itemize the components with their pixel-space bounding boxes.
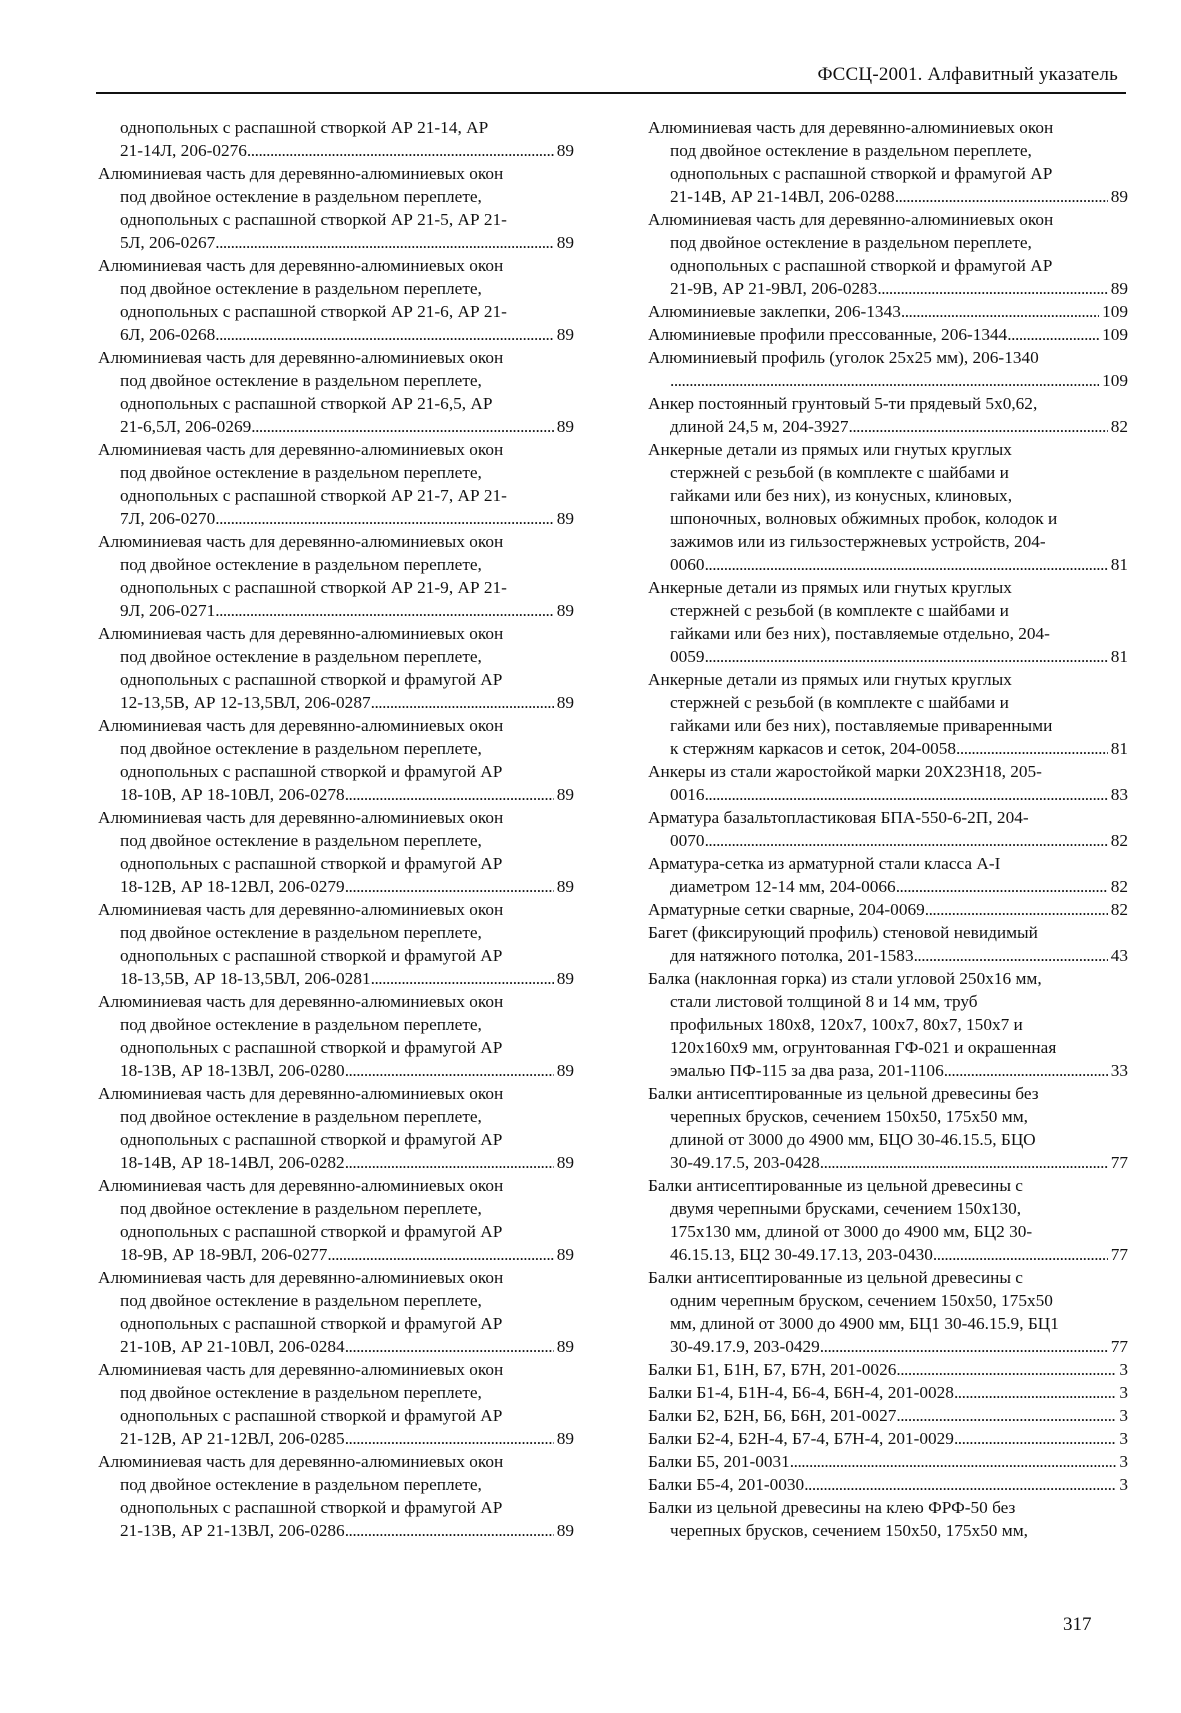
entry-line: под двойное остекление в раздельном переплете, <box>120 1015 482 1034</box>
entry-line: Анкерные детали из прямых или гнутых круглых <box>648 670 1012 689</box>
entry-last-line <box>648 944 1128 967</box>
index-entry <box>98 714 574 806</box>
index-entry <box>648 116 1128 208</box>
dot-leader <box>820 1335 1108 1358</box>
entry-last-line <box>648 323 1128 346</box>
dot-leader <box>327 1243 553 1266</box>
entry-line: Алюминиевая часть для деревянно-алюминиевых окон <box>98 1268 504 1287</box>
dot-leader <box>956 737 1108 760</box>
index-entry <box>98 1450 574 1542</box>
index-entry <box>648 1404 1128 1427</box>
entry-page-number: 81 <box>1110 739 1128 758</box>
entry-text: эмалью ПФ-115 за два раза, 201-1106 <box>670 1061 944 1080</box>
index-entry <box>648 300 1128 323</box>
entry-page-number: 89 <box>556 1521 574 1540</box>
entry-line: гайками или без них), из конусных, клиновых, <box>670 486 1013 505</box>
entry-line: Алюминиевая часть для деревянно-алюминиевых окон <box>98 532 504 551</box>
entry-line: однопольных с распашной створкой АР 21-6,5, АР <box>120 394 493 413</box>
entry-last-line <box>648 829 1128 852</box>
index-entry <box>648 1473 1128 1496</box>
entry-text: 0059 <box>670 647 705 666</box>
dot-leader <box>345 1335 554 1358</box>
dot-leader <box>914 944 1108 967</box>
entry-text: 12-13,5В, АР 12-13,5ВЛ, 206-0287 <box>120 693 371 712</box>
entry-line: Анкерные детали из прямых или гнутых круглых <box>648 440 1012 459</box>
entry-line: Арматура-сетка из арматурной стали класса А-I <box>648 854 1001 873</box>
dot-leader <box>345 1151 554 1174</box>
entry-last-line <box>648 783 1128 806</box>
entry-last-line <box>648 185 1128 208</box>
entry-last-line <box>648 1404 1128 1427</box>
index-entry <box>98 1358 574 1450</box>
entry-last-line <box>648 1427 1128 1450</box>
entry-line: Анкер постоянный грунтовый 5-ти прядевый 5х0,62, <box>648 394 1038 413</box>
index-entry <box>648 967 1128 1082</box>
entry-last-line <box>98 875 574 898</box>
index-entry <box>648 921 1128 967</box>
entry-line: стержней с резьбой (в комплекте с шайбами и <box>670 693 1009 712</box>
index-entry <box>648 1358 1128 1381</box>
entry-page-number: 89 <box>556 601 574 620</box>
entry-line: под двойное остекление в раздельном переплете, <box>120 371 482 390</box>
entry-line: двумя черепными брусками, сечением 150х130, <box>670 1199 1022 1218</box>
entry-line: Балки антисептированные из цельной древесины без <box>648 1084 1039 1103</box>
entry-last-line <box>98 1059 574 1082</box>
entry-page-number: 43 <box>1110 946 1128 965</box>
dot-leader <box>371 967 554 990</box>
index-entry <box>648 208 1128 300</box>
entry-line: однопольных с распашной створкой и фрамугой АР <box>670 256 1053 275</box>
entry-page-number: 89 <box>1110 279 1128 298</box>
index-entry <box>98 1082 574 1174</box>
entry-line: Алюминиевая часть для деревянно-алюминиевых окон <box>98 348 504 367</box>
entry-line: Алюминиевая часть для деревянно-алюминиевых окон <box>98 992 504 1011</box>
entry-last-line <box>648 1473 1128 1496</box>
index-entry <box>98 990 574 1082</box>
entry-last-line <box>98 967 574 990</box>
entry-text: 18-10В, АР 18-10ВЛ, 206-0278 <box>120 785 345 804</box>
index-entry <box>648 668 1128 760</box>
entry-last-line <box>98 691 574 714</box>
entry-line: однопольных с распашной створкой и фрамугой АР <box>120 1222 503 1241</box>
entry-line: однопольных с распашной створкой АР 21-5, АР 21- <box>120 210 507 229</box>
entry-line: Балки из цельной древесины на клею ФРФ-50 без <box>648 1498 1016 1517</box>
entry-text: 21-6,5Л, 206-0269 <box>120 417 252 436</box>
dot-leader <box>371 691 554 714</box>
entry-page-number: 89 <box>556 233 574 252</box>
entry-last-line <box>648 277 1128 300</box>
left-index-column <box>98 116 574 1542</box>
index-entry <box>648 1266 1128 1358</box>
entry-last-line <box>648 300 1128 323</box>
dot-leader <box>896 1404 1116 1427</box>
entry-text: Балки Б5, 201-0031 <box>648 1452 790 1471</box>
entry-text: для натяжного потолка, 201-1583 <box>670 946 914 965</box>
entry-page-number: 89 <box>556 1429 574 1448</box>
entry-text: 21-10В, АР 21-10ВЛ, 206-0284 <box>120 1337 345 1356</box>
header-title: ФССЦ-2001. Алфавитный указатель <box>817 64 1118 85</box>
entry-page-number: 77 <box>1110 1153 1128 1172</box>
entry-page-number: 89 <box>556 969 574 988</box>
entry-line: под двойное остекление в раздельном переплете, <box>670 141 1032 160</box>
entry-page-number: 81 <box>1110 555 1128 574</box>
entry-line: шпоночных, волновых обжимных пробок, колодок и <box>670 509 1058 528</box>
entry-line: под двойное остекление в раздельном переплете, <box>120 463 482 482</box>
dot-leader <box>705 645 1108 668</box>
entry-text: к стержням каркасов и сеток, 204-0058 <box>670 739 957 758</box>
entry-last-line <box>98 599 574 622</box>
entry-text: 21-13В, АР 21-13ВЛ, 206-0286 <box>120 1521 345 1540</box>
entry-last-line <box>98 1243 574 1266</box>
entry-line: Алюминиевая часть для деревянно-алюминиевых окон <box>98 900 504 919</box>
index-entry <box>98 530 574 622</box>
entry-line: Алюминиевая часть для деревянно-алюминиевых окон <box>98 440 504 459</box>
entry-text: 18-13,5В, АР 18-13,5ВЛ, 206-0281 <box>120 969 371 988</box>
dot-leader <box>901 300 1099 323</box>
dot-leader <box>954 1381 1116 1404</box>
entry-text: 30-49.17.9, 203-0429 <box>670 1337 820 1356</box>
index-entry <box>98 346 574 438</box>
entry-line: Алюминиевая часть для деревянно-алюминиевых окон <box>98 1084 504 1103</box>
entry-line: Алюминиевая часть для деревянно-алюминиевых окон <box>648 118 1054 137</box>
index-entry <box>98 1266 574 1358</box>
entry-text: 18-9В, АР 18-9ВЛ, 206-0277 <box>120 1245 328 1264</box>
entry-page-number: 109 <box>1102 325 1128 344</box>
page-header <box>96 60 1126 94</box>
dot-leader <box>251 415 553 438</box>
entry-last-line <box>648 415 1128 438</box>
entry-page-number: 82 <box>1110 831 1128 850</box>
entry-page-number: 89 <box>556 141 574 160</box>
dot-leader <box>877 277 1107 300</box>
entry-text: Балки Б5-4, 201-0030 <box>648 1475 805 1494</box>
index-entry <box>648 852 1128 898</box>
index-entry <box>648 898 1128 921</box>
entry-last-line <box>648 1059 1128 1082</box>
entry-last-line <box>98 1335 574 1358</box>
entry-text: 0060 <box>670 555 705 574</box>
entry-line: под двойное остекление в раздельном переплете, <box>120 739 482 758</box>
entry-line: Багет (фиксирующий профиль) стеновой невидимый <box>648 923 1038 942</box>
dot-leader <box>705 783 1108 806</box>
entry-line: под двойное остекление в раздельном переплете, <box>120 1107 482 1126</box>
entry-line: гайками или без них), поставляемые отдельно, 204- <box>670 624 1050 643</box>
entry-last-line <box>648 1243 1128 1266</box>
entry-text: Балки Б2-4, Б2Н-4, Б7-4, Б7Н-4, 201-0029 <box>648 1429 954 1448</box>
entry-line: Алюминиевая часть для деревянно-алюминиевых окон <box>98 624 504 643</box>
dot-leader <box>896 875 1108 898</box>
entry-line: стержней с резьбой (в комплекте с шайбами и <box>670 601 1009 620</box>
entry-line: однопольных с распашной створкой и фрамугой АР <box>670 164 1053 183</box>
entry-text: 21-9В, АР 21-9ВЛ, 206-0283 <box>670 279 878 298</box>
dot-leader <box>804 1473 1116 1496</box>
entry-text: 5Л, 206-0267 <box>120 233 216 252</box>
index-entry <box>648 1082 1128 1174</box>
entry-page-number: 77 <box>1110 1245 1128 1264</box>
index-entry <box>98 806 574 898</box>
entry-line: одним черепным бруском, сечением 150х50, 175х50 <box>670 1291 1053 1310</box>
entry-line: Алюминиевая часть для деревянно-алюминиевых окон <box>98 164 504 183</box>
entry-line: под двойное остекление в раздельном переплете, <box>120 555 482 574</box>
entry-text: 6Л, 206-0268 <box>120 325 216 344</box>
index-entry <box>98 438 574 530</box>
dot-leader <box>215 507 553 530</box>
index-entry <box>648 1381 1128 1404</box>
entry-line: однопольных с распашной створкой и фрамугой АР <box>120 1130 503 1149</box>
entry-text: Балки Б1-4, Б1Н-4, Б6-4, Б6Н-4, 201-0028 <box>648 1383 954 1402</box>
entry-line: под двойное остекление в раздельном переплете, <box>120 1199 482 1218</box>
index-entry <box>648 1427 1128 1450</box>
entry-line: зажимов или из гильзостержневых устройств, 204- <box>670 532 1046 551</box>
index-entry <box>98 1174 574 1266</box>
entry-last-line <box>648 1151 1128 1174</box>
dot-leader <box>895 185 1108 208</box>
index-entry <box>648 760 1128 806</box>
index-entry <box>648 392 1128 438</box>
entry-text: диаметром 12-14 мм, 204-0066 <box>670 877 896 896</box>
entry-line: под двойное остекление в раздельном переплете, <box>120 923 482 942</box>
entry-page-number: 89 <box>556 417 574 436</box>
entry-last-line <box>648 1358 1128 1381</box>
entry-line: черепных брусков, сечением 150х50, 175х50 мм, <box>670 1107 1028 1126</box>
entry-line: Анкеры из стали жаростойкой марки 20Х23Н18, 205- <box>648 762 1042 781</box>
entry-page-number: 89 <box>556 785 574 804</box>
entry-text: 21-14В, АР 21-14ВЛ, 206-0288 <box>670 187 895 206</box>
entry-line: Алюминиевая часть для деревянно-алюминиевых окон <box>98 808 504 827</box>
entry-page-number: 89 <box>556 1061 574 1080</box>
dot-leader <box>925 898 1108 921</box>
index-entry <box>648 438 1128 576</box>
entry-text: 30-49.17.5, 203-0428 <box>670 1153 820 1172</box>
entry-last-line <box>648 875 1128 898</box>
entry-line: под двойное остекление в раздельном переплете, <box>120 831 482 850</box>
entry-page-number: 3 <box>1119 1360 1128 1379</box>
index-entry <box>648 1496 1128 1542</box>
entry-line: профильных 180х8, 120х7, 100х7, 80х7, 150х7 и <box>670 1015 1023 1034</box>
entry-last-line <box>648 645 1128 668</box>
entry-line: Алюминиевая часть для деревянно-алюминиевых окон <box>98 256 504 275</box>
entry-text: 46.15.13, БЦ2 30-49.17.13, 203-0430 <box>670 1245 933 1264</box>
entry-last-line <box>648 737 1128 760</box>
entry-text: Арматурные сетки сварные, 204-0069 <box>648 900 925 919</box>
dot-leader <box>345 1427 554 1450</box>
entry-line: Алюминиевый профиль (уголок 25х25 мм), 206-1340 <box>648 348 1039 367</box>
entry-page-number: 109 <box>1102 302 1128 321</box>
entry-line: Алюминиевая часть для деревянно-алюминиевых окон <box>98 716 504 735</box>
index-entry <box>98 622 574 714</box>
entry-page-number: 89 <box>556 693 574 712</box>
entry-last-line <box>98 231 574 254</box>
dot-leader <box>247 139 554 162</box>
entry-page-number: 3 <box>1119 1406 1128 1425</box>
entry-line: черепных брусков, сечением 150х50, 175х50 мм, <box>670 1521 1028 1540</box>
entry-line: под двойное остекление в раздельном переплете, <box>120 647 482 666</box>
entry-line: однопольных с распашной створкой и фрамугой АР <box>120 670 503 689</box>
entry-last-line <box>648 369 1128 392</box>
dot-leader <box>215 231 553 254</box>
dot-leader <box>849 415 1108 438</box>
dot-leader <box>705 829 1108 852</box>
dot-leader <box>215 599 553 622</box>
entry-line: под двойное остекление в раздельном переплете, <box>670 233 1032 252</box>
dot-leader <box>896 1358 1116 1381</box>
index-entry <box>98 898 574 990</box>
dot-leader <box>345 875 554 898</box>
entry-last-line <box>648 553 1128 576</box>
entry-page-number: 81 <box>1110 647 1128 666</box>
entry-text: 21-14Л, 206-0276 <box>120 141 247 160</box>
entry-page-number: 89 <box>556 325 574 344</box>
entry-last-line <box>98 1151 574 1174</box>
entry-text: Балки Б2, Б2Н, Б6, Б6Н, 201-0027 <box>648 1406 897 1425</box>
entry-line: однопольных с распашной створкой и фрамугой АР <box>120 1038 503 1057</box>
entry-line: мм, длиной от 3000 до 4900 мм, БЦ1 30-46.15.9, БЦ1 <box>670 1314 1059 1333</box>
entry-text: 0070 <box>670 831 705 850</box>
entry-line: однопольных с распашной створкой и фрамугой АР <box>120 1314 503 1333</box>
dot-leader <box>954 1427 1116 1450</box>
entry-line: однопольных с распашной створкой АР 21-6, АР 21- <box>120 302 507 321</box>
entry-text: 18-12В, АР 18-12ВЛ, 206-0279 <box>120 877 345 896</box>
dot-leader <box>345 783 554 806</box>
dot-leader <box>933 1243 1108 1266</box>
entry-line: Балки антисептированные из цельной древесины с <box>648 1268 1023 1287</box>
entry-line: Балки антисептированные из цельной древесины с <box>648 1176 1023 1195</box>
index-entry <box>648 806 1128 852</box>
dot-leader <box>345 1519 554 1542</box>
dot-leader <box>215 323 553 346</box>
entry-page-number: 82 <box>1110 900 1128 919</box>
entry-last-line <box>648 1450 1128 1473</box>
entry-text: 21-12В, АР 21-12ВЛ, 206-0285 <box>120 1429 345 1448</box>
entry-line: под двойное остекление в раздельном переплете, <box>120 1475 482 1494</box>
entry-line: однопольных с распашной створкой и фрамугой АР <box>120 762 503 781</box>
entry-text: длиной 24,5 м, 204-3927 <box>670 417 849 436</box>
entry-last-line <box>98 1427 574 1450</box>
dot-leader <box>820 1151 1108 1174</box>
entry-page-number: 77 <box>1110 1337 1128 1356</box>
entry-line: стержней с резьбой (в комплекте с шайбами и <box>670 463 1009 482</box>
entry-line: однопольных с распашной створкой АР 21-14, АР <box>120 118 489 137</box>
index-entry <box>648 1450 1128 1473</box>
entry-page-number: 3 <box>1119 1383 1128 1402</box>
entry-last-line <box>98 1519 574 1542</box>
entry-line: под двойное остекление в раздельном переплете, <box>120 1383 482 1402</box>
entry-text: Алюминиевые заклепки, 206-1343 <box>648 302 901 321</box>
entry-line: однопольных с распашной створкой и фрамугой АР <box>120 1406 503 1425</box>
entry-last-line <box>98 507 574 530</box>
dot-leader <box>670 369 1099 392</box>
entry-page-number: 89 <box>1110 187 1128 206</box>
dot-leader <box>790 1450 1117 1473</box>
entry-line: Балка (наклонная горка) из стали угловой 250х16 мм, <box>648 969 1042 988</box>
entry-line: однопольных с распашной створкой АР 21-7, АР 21- <box>120 486 507 505</box>
entry-page-number: 33 <box>1110 1061 1128 1080</box>
entry-page-number: 89 <box>556 877 574 896</box>
index-entry <box>648 1174 1128 1266</box>
entry-line: стали листовой толщиной 8 и 14 мм, труб <box>670 992 978 1011</box>
entry-text: 18-13В, АР 18-13ВЛ, 206-0280 <box>120 1061 345 1080</box>
entry-last-line <box>98 415 574 438</box>
entry-page-number: 89 <box>556 509 574 528</box>
entry-text: 0016 <box>670 785 705 804</box>
entry-text: 18-14В, АР 18-14ВЛ, 206-0282 <box>120 1153 345 1172</box>
entry-line: под двойное остекление в раздельном переплете, <box>120 187 482 206</box>
entry-page-number: 82 <box>1110 877 1128 896</box>
entry-line: Алюминиевая часть для деревянно-алюминиевых окон <box>98 1176 504 1195</box>
entry-page-number: 3 <box>1119 1429 1128 1448</box>
entry-page-number: 3 <box>1119 1475 1128 1494</box>
entry-line: 120х160х9 мм, огрунтованная ГФ-021 и окрашенная <box>670 1038 1057 1057</box>
entry-page-number: 89 <box>556 1337 574 1356</box>
dot-leader <box>1007 323 1099 346</box>
entry-line: под двойное остекление в раздельном переплете, <box>120 1291 482 1310</box>
entry-last-line <box>648 898 1128 921</box>
index-entry <box>648 576 1128 668</box>
entry-line: Анкерные детали из прямых или гнутых круглых <box>648 578 1012 597</box>
entry-line: длиной от 3000 до 4900 мм, БЦО 30-46.15.5, БЦО <box>670 1130 1036 1149</box>
page-number: 317 <box>1063 1614 1092 1635</box>
index-entry <box>98 254 574 346</box>
entry-last-line <box>98 139 574 162</box>
entry-last-line <box>98 783 574 806</box>
entry-line: однопольных с распашной створкой и фрамугой АР <box>120 854 503 873</box>
entry-line: Алюминиевая часть для деревянно-алюминиевых окон <box>98 1360 504 1379</box>
index-entry <box>98 162 574 254</box>
entry-line: однопольных с распашной створкой и фрамугой АР <box>120 946 503 965</box>
entry-line: Арматура базальтопластиковая БПА-550-6-2П, 204- <box>648 808 1029 827</box>
index-entry <box>648 346 1128 392</box>
entry-text: 7Л, 206-0270 <box>120 509 216 528</box>
entry-text: Алюминиевые профили прессованные, 206-1344 <box>648 325 1008 344</box>
entry-page-number: 83 <box>1110 785 1128 804</box>
right-index-column <box>648 116 1128 1542</box>
entry-page-number: 89 <box>556 1245 574 1264</box>
entry-page-number: 109 <box>1102 371 1128 390</box>
entry-last-line <box>648 1381 1128 1404</box>
dot-leader <box>944 1059 1108 1082</box>
entry-text: Балки Б1, Б1Н, Б7, Б7Н, 201-0026 <box>648 1360 897 1379</box>
entry-line: Алюминиевая часть для деревянно-алюминиевых окон <box>98 1452 504 1471</box>
entry-line: гайками или без них), поставляемые приваренными <box>670 716 1053 735</box>
entry-line: однопольных с распашной створкой и фрамугой АР <box>120 1498 503 1517</box>
entry-page-number: 89 <box>556 1153 574 1172</box>
entry-line: Алюминиевая часть для деревянно-алюминиевых окон <box>648 210 1054 229</box>
entry-line: однопольных с распашной створкой АР 21-9, АР 21- <box>120 578 507 597</box>
entry-last-line <box>98 323 574 346</box>
entry-line: 175х130 мм, длиной от 3000 до 4900 мм, БЦ2 30- <box>670 1222 1033 1241</box>
dot-leader <box>705 553 1108 576</box>
index-entry <box>648 323 1128 346</box>
entry-text: 9Л, 206-0271 <box>120 601 216 620</box>
entry-last-line <box>648 1335 1128 1358</box>
entry-line: под двойное остекление в раздельном переплете, <box>120 279 482 298</box>
dot-leader <box>345 1059 554 1082</box>
entry-page-number: 3 <box>1119 1452 1128 1471</box>
index-entry <box>98 116 574 162</box>
entry-page-number: 82 <box>1110 417 1128 436</box>
